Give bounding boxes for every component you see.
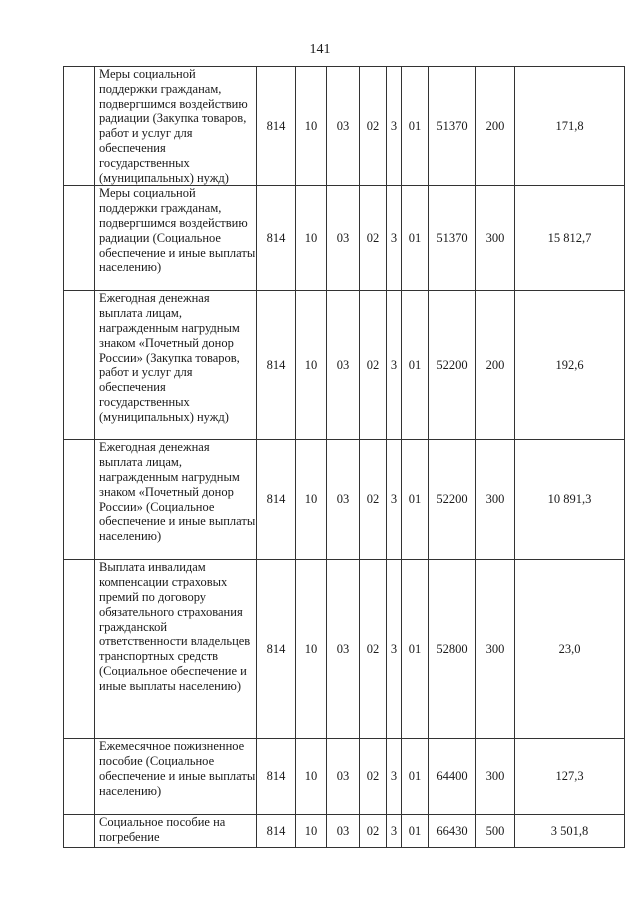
row-number-cell xyxy=(64,67,95,186)
expense-name-cell: Выплата инвалидам компенсации страховых премий по договору обязательного страхования гражданской ответственности владельцев транспортных средств (Социальное обеспечение и иные выплаты населению) xyxy=(95,560,257,739)
budget-table xyxy=(63,66,625,848)
admin-code-cell: 814 xyxy=(257,560,296,739)
table-body xyxy=(64,67,625,848)
page-number: 141 xyxy=(309,42,331,57)
expense-type-cell: 500 xyxy=(476,815,515,848)
row-number-cell xyxy=(64,291,95,440)
subprogram-code-cell: 3 xyxy=(387,739,402,815)
section-code-cell: 10 xyxy=(296,440,327,560)
admin-code-cell: 814 xyxy=(257,291,296,440)
admin-code-cell: 814 xyxy=(257,440,296,560)
subsection-code-cell: 03 xyxy=(327,440,360,560)
admin-code-cell: 814 xyxy=(257,67,296,186)
section-code-cell: 10 xyxy=(296,186,327,291)
table-row xyxy=(64,186,625,291)
row-number-cell xyxy=(64,440,95,560)
main-event-code-cell: 01 xyxy=(402,560,429,739)
expense-type-cell: 300 xyxy=(476,560,515,739)
amount-cell: 171,8 xyxy=(515,67,625,186)
program-code-cell: 02 xyxy=(360,560,387,739)
direction-code-cell: 51370 xyxy=(429,186,476,291)
subsection-code-cell: 03 xyxy=(327,186,360,291)
subsection-code-cell: 03 xyxy=(327,739,360,815)
amount-cell: 10 891,3 xyxy=(515,440,625,560)
row-number-cell xyxy=(64,815,95,848)
subprogram-code-cell: 3 xyxy=(387,560,402,739)
section-code-cell: 10 xyxy=(296,739,327,815)
subprogram-code-cell: 3 xyxy=(387,291,402,440)
subsection-code-cell: 03 xyxy=(327,815,360,848)
subprogram-code-cell: 3 xyxy=(387,67,402,186)
section-code-cell: 10 xyxy=(296,560,327,739)
main-event-code-cell: 01 xyxy=(402,739,429,815)
amount-cell: 15 812,7 xyxy=(515,186,625,291)
section-code-cell: 10 xyxy=(296,67,327,186)
expense-name-cell: Меры социальной поддержки гражданам, подвергшимся воздействию радиации (Социальное обеспечение и иные выплаты населению) xyxy=(95,186,257,291)
table-row xyxy=(64,815,625,848)
section-code-cell: 10 xyxy=(296,291,327,440)
direction-code-cell: 64400 xyxy=(429,739,476,815)
expense-name-cell: Социальное пособие на погребение xyxy=(95,815,257,848)
subsection-code-cell: 03 xyxy=(327,67,360,186)
amount-cell: 192,6 xyxy=(515,291,625,440)
admin-code-cell: 814 xyxy=(257,739,296,815)
table-row xyxy=(64,440,625,560)
subprogram-code-cell: 3 xyxy=(387,186,402,291)
expense-type-cell: 200 xyxy=(476,67,515,186)
program-code-cell: 02 xyxy=(360,291,387,440)
direction-code-cell: 51370 xyxy=(429,67,476,186)
direction-code-cell: 52200 xyxy=(429,291,476,440)
amount-cell: 3 501,8 xyxy=(515,815,625,848)
table-row xyxy=(64,739,625,815)
main-event-code-cell: 01 xyxy=(402,815,429,848)
program-code-cell: 02 xyxy=(360,67,387,186)
expense-name-cell: Ежегодная денежная выплата лицам, награжденным нагрудным знаком «Почетный донор России» (Закупка товаров, работ и услуг для обеспечения государственных (муниципальных) нужд) xyxy=(95,291,257,440)
direction-code-cell: 66430 xyxy=(429,815,476,848)
expense-type-cell: 300 xyxy=(476,440,515,560)
expense-type-cell: 200 xyxy=(476,291,515,440)
amount-cell: 23,0 xyxy=(515,560,625,739)
main-event-code-cell: 01 xyxy=(402,440,429,560)
subprogram-code-cell: 3 xyxy=(387,815,402,848)
subprogram-code-cell: 3 xyxy=(387,440,402,560)
table-row xyxy=(64,560,625,739)
program-code-cell: 02 xyxy=(360,440,387,560)
table-row xyxy=(64,291,625,440)
row-number-cell xyxy=(64,739,95,815)
table-row xyxy=(64,67,625,186)
main-event-code-cell: 01 xyxy=(402,186,429,291)
expense-type-cell: 300 xyxy=(476,186,515,291)
direction-code-cell: 52200 xyxy=(429,440,476,560)
admin-code-cell: 814 xyxy=(257,815,296,848)
admin-code-cell: 814 xyxy=(257,186,296,291)
program-code-cell: 02 xyxy=(360,815,387,848)
main-event-code-cell: 01 xyxy=(402,67,429,186)
main-event-code-cell: 01 xyxy=(402,291,429,440)
direction-code-cell: 52800 xyxy=(429,560,476,739)
expense-name-cell: Меры социальной поддержки гражданам, подвергшимся воздействию радиации (Закупка товаров, работ и услуг для обеспечения государственных (муниципальных) нужд) xyxy=(95,67,257,186)
row-number-cell xyxy=(64,560,95,739)
expense-name-cell: Ежемесячное пожизненное пособие (Социальное обеспечение и иные выплаты населению) xyxy=(95,739,257,815)
subsection-code-cell: 03 xyxy=(327,560,360,739)
program-code-cell: 02 xyxy=(360,739,387,815)
expense-name-cell: Ежегодная денежная выплата лицам, награжденным нагрудным знаком «Почетный донор России» (Социальное обеспечение и иные выплаты населению) xyxy=(95,440,257,560)
section-code-cell: 10 xyxy=(296,815,327,848)
program-code-cell: 02 xyxy=(360,186,387,291)
amount-cell: 127,3 xyxy=(515,739,625,815)
expense-type-cell: 300 xyxy=(476,739,515,815)
subsection-code-cell: 03 xyxy=(327,291,360,440)
row-number-cell xyxy=(64,186,95,291)
